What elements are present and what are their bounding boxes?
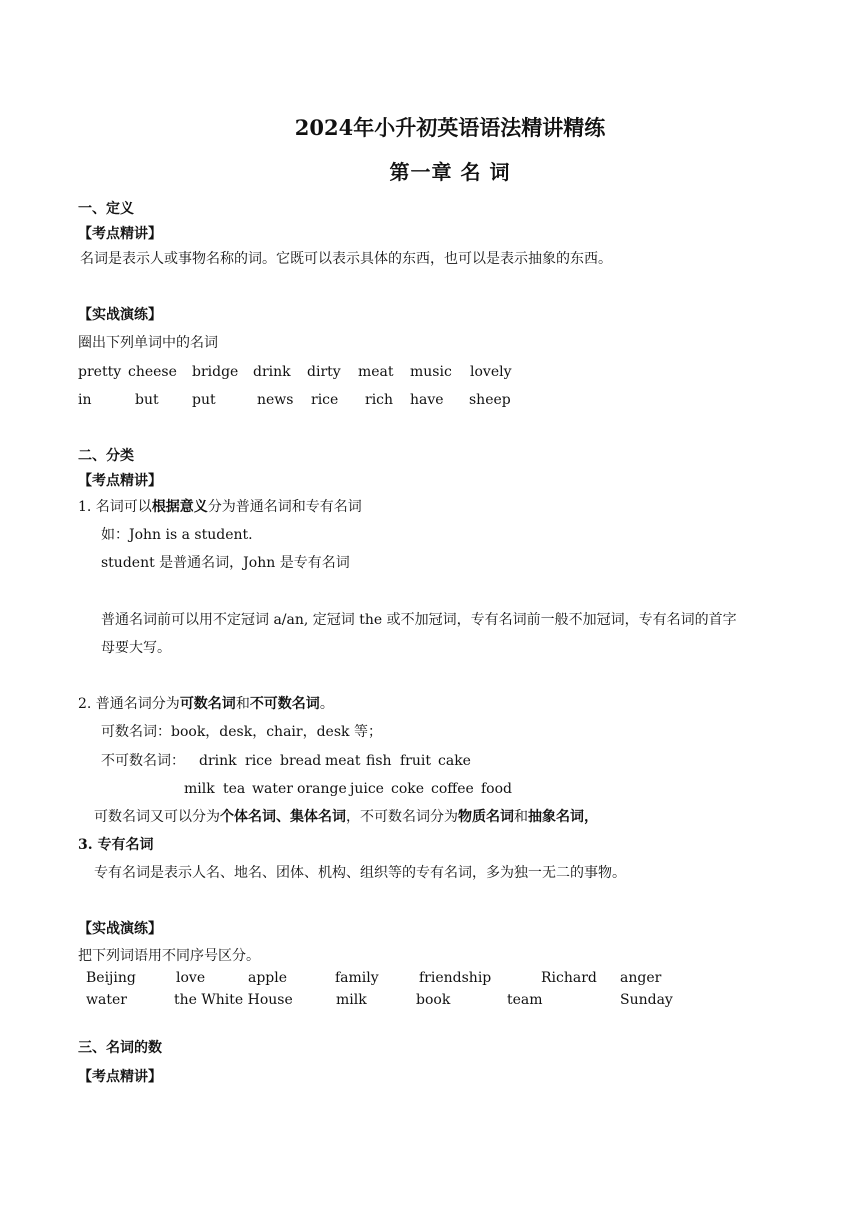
word-item: rich [365,392,394,408]
point-1-prefix: 1. 名词可以 [78,499,152,515]
point-1-emphasis: 根据意义 [151,499,208,515]
word-item: anger [620,970,662,986]
word-item: drink [253,364,291,380]
subcat-material: 物质名词 [458,809,514,825]
word-item: Richard [541,970,597,986]
point-2-prefix: 2. 普通名词分为 [78,696,180,712]
word-item: drink [199,753,237,769]
subcat-individual: 个体名词 [220,809,276,825]
point-2-suffix: 。 [319,696,334,712]
word-item: music [410,364,452,380]
word-item: apple [248,970,288,986]
section-3-key-points-label: 【考点精讲】 [78,1069,162,1085]
word-item: coke [391,781,425,797]
word-item: Beijing [86,970,136,986]
subcat-collective: 集体名词 [290,809,346,825]
section-2-practice-label: 【实战演练】 [78,921,162,937]
word-item: but [135,392,159,408]
section-1-key-points-label: 【考点精讲】 [78,226,162,242]
article-rule-line-2: 母要大写。 [101,640,171,656]
point-2-mid: 和 [235,696,250,712]
word-item: team [507,992,543,1008]
subcat-text-i: ， [584,809,598,825]
document-title: 2024年小升初英语语法精讲精练 [294,115,606,140]
subcat-sep: 、 [276,809,290,825]
word-item: water [86,992,127,1008]
uncountable-label: 不可数名词： [101,753,185,769]
section-1-heading: 一、定义 [78,201,134,217]
section-2-instruction: 把下列词语用不同序号区分。 [78,948,260,964]
subcat-text-g: 和 [514,809,528,825]
word-item: Sunday [620,992,673,1008]
word-item: food [481,781,513,797]
section-1-practice-label: 【实战演练】 [78,307,162,323]
point-2-countable: 可数名词 [179,696,236,712]
word-item: rice [245,753,273,769]
word-item: bridge [192,364,239,380]
word-item: tea [223,781,246,797]
word-item: rice [311,392,339,408]
word-item: cake [438,753,471,769]
word-item: friendship [419,970,492,986]
word-item: have [410,392,444,408]
point-1-example-note: student 是普通名词，John 是专有名词 [101,555,350,571]
word-item: dirty [307,364,341,380]
subcat-abstract: 抽象名词 [528,809,584,825]
word-item: in [78,392,92,408]
point-2-uncountable: 不可数名词 [249,696,320,712]
word-item: the White House [174,992,293,1008]
word-item: cheese [128,364,177,380]
point-2 [78,695,334,713]
countable-examples: 可数名词：book，desk，chair，desk 等； [101,724,382,740]
section-1-instruction: 圈出下列单词中的名词 [78,335,218,351]
word-item: milk [184,781,215,797]
point-1 [78,498,362,516]
word-item: juice [350,781,384,797]
article-rule-line-1: 普通名词前可以用不定冠词 a/an, 定冠词 the 或不加冠词，专有名词前一般不加冠词，专有名词的首字 [101,612,737,628]
word-item: milk [336,992,367,1008]
word-item: pretty [78,364,122,380]
word-item: sheep [469,392,511,408]
word-item: meat [325,753,361,769]
subcat-text-e: ，不可数名词分为 [346,809,458,825]
word-item: lovely [470,364,512,380]
point-1-suffix: 分为普通名词和专有名词 [207,499,362,515]
section-1-definition: 名词是表示人或事物名称的词。它既可以表示具体的东西，也可以是表示抽象的东西。 [80,251,612,267]
word-item: book [416,992,451,1008]
chapter-title: 第一章 名 词 [389,160,511,184]
point-3: 3. 专有名词 [78,837,154,853]
word-item: fruit [400,753,431,769]
section-2-key-points-label: 【考点精讲】 [78,473,162,489]
word-item: meat [358,364,394,380]
word-item: love [176,970,206,986]
subcat-text-a: 可数名词又可以分为 [94,809,220,825]
noun-subcategories [94,808,598,826]
word-item: bread [280,753,322,769]
word-item: fish [366,753,392,769]
word-item: family [335,970,379,986]
point-3-description: 专有名词是表示人名、地名、团体、机构、组织等的专有名词，多为独一无二的事物。 [94,865,626,881]
word-item: news [257,392,294,408]
section-2-heading: 二、分类 [78,448,134,464]
word-item: orange [297,781,347,797]
word-item: coffee [431,781,474,797]
word-item: put [192,392,216,408]
point-1-example: 如：John is a student. [101,527,253,543]
section-3-heading: 三、名词的数 [78,1040,162,1056]
word-item: water [252,781,293,797]
